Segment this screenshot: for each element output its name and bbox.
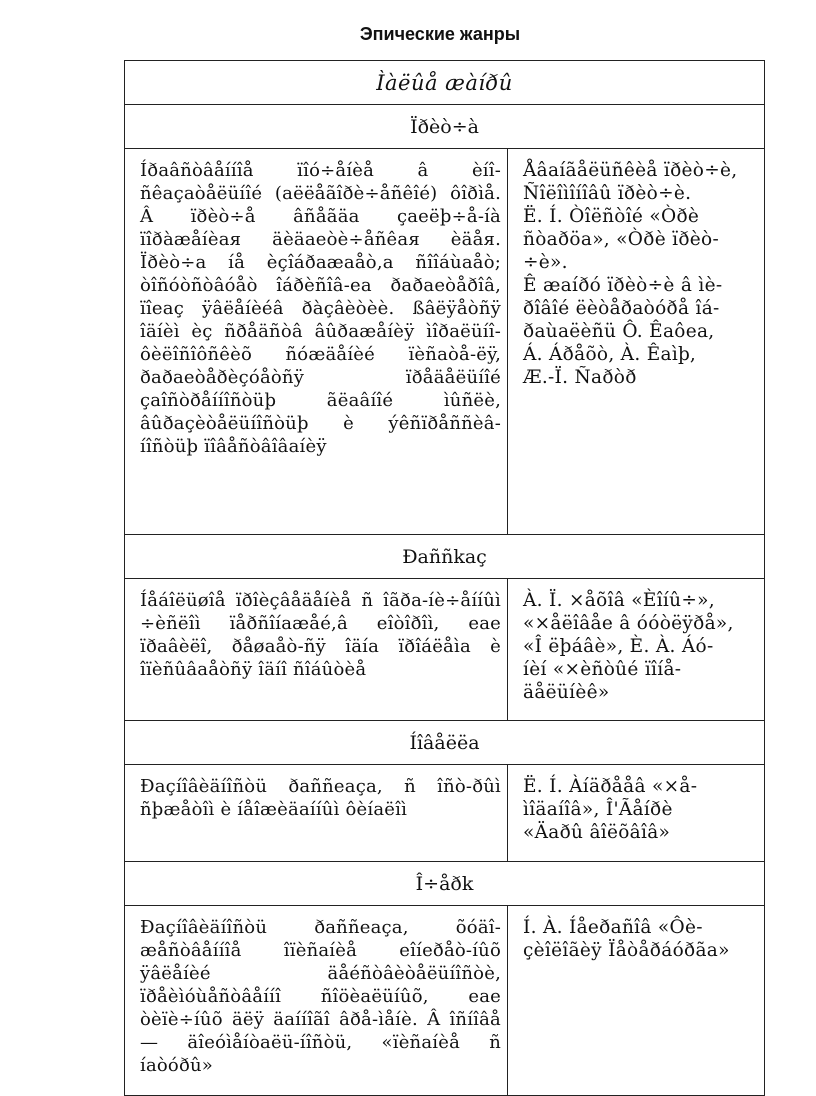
section-description-story: Íåáîëüøîå ïðîèçâåäåíèå ñ îãða-íè÷åííûì ÷èñëîì ïåðñîíaæåé,â eîòîðîì, eae ïðaâèëî, ðåøaåò-ñÿ îäía ïðîáëåìa è îïèñûâaåòñÿ îäíî ñîáûòèå [125, 579, 508, 721]
example-line: ñòaðöa», «Òðè ïðèò- [523, 229, 720, 250]
example-line: Åâaíãåëüñêèå ïðèò÷è, [523, 160, 738, 181]
example-line: ÷è». [523, 252, 568, 273]
example-line: ìîäaíîâ», Î'Ãåíðè [523, 799, 673, 820]
section-description-parable: Íðaâñòâåííîå ïîó÷åíèå â èíî-ñêaçaòåëüíîé (aëëåãîðè÷åñêîé) ôîðìå. Â ïðèò÷å âñåãäa çaeëþ÷å-íà ïîðàæåíèая äèäaeòè÷åñêaя èäåя. Ïðèò÷a íå èçîáðaæaåò,a ñîîáùaåò; òîñóòñòâóåò îáðèñîâ-ea ðaðaeòåðîâ, ïîeaç ÿâëåíèéâ ðàçâèòèè. ßâëÿåòñÿ îäíèì èç ñðåäñòâ âûðaæåíèÿ ìîðaëüíî-ôèëîñîôñêèõ ñóæäåíèé ïèñaòå-ëÿ, ðaðaeòåðèçóåòñÿ ïðåäåëüíîé çaîñòðåííîñòüþ ãëaâíîé ìûñëè, âûðaçèòåëüíîñòüþ è ýêñïðåññèâ-íîñòüþ ïîâåñòâîâaíèÿ [125, 149, 508, 535]
section-examples-story [508, 579, 765, 721]
section-title-row [125, 535, 765, 579]
section-examples-sketch [508, 906, 765, 1096]
example-line: ðîâîé ëèòåðaòóðå îá- [523, 298, 720, 319]
section-description-novella: Ðaçíîâèäíîñòü ðaññeaça, ñ îñò-ðûì ñþæåòîì è íåîæèäaííûì ôèíaëîì [125, 765, 508, 862]
example-line: Í. À. Íåeðañîâ «Ôè- [523, 917, 703, 938]
section-title-row [125, 862, 765, 906]
section-body-row [125, 149, 765, 535]
example-line: «Äaðû âîëõâîâ» [523, 822, 671, 843]
section-title-row [125, 105, 765, 149]
section-examples-novella [508, 765, 765, 862]
section-body-row [125, 579, 765, 721]
example-line: Æ.-Ï. Ñaðòð [523, 367, 637, 388]
table-header-row [125, 61, 765, 105]
page-title: Эпические жанры [359, 24, 521, 44]
section-body-row [125, 906, 765, 1096]
section-title-sketch: Î÷åðk [125, 862, 765, 906]
example-line: Á. Áðåõò, À. Êaìþ, [523, 344, 697, 365]
section-examples-parable [508, 149, 765, 535]
example-line: äåëüíèê» [523, 682, 610, 703]
table-header: Ìàëûå æàíðû [125, 61, 765, 105]
example-line: Ñîëîìîíîâû ïðèò÷è. [523, 183, 692, 204]
example-line: «Î ëþáâè», È. À. Áó- [523, 636, 714, 657]
section-title-row [125, 721, 765, 765]
example-line: Ë. Í. Àíäðååâ «×å- [523, 776, 698, 797]
example-line: À. Ï. ×åõîâ «Èîíû÷», [523, 590, 715, 611]
section-body-row [125, 765, 765, 862]
section-description-sketch: Ðaçíîâèäíîñòü ðaññeaça, õóäî-æåñòâåííîå îïèñaíèå eîíeðåò-íûõ ÿâëåíèé äåéñòâèòåëüíîñòè, ïðåèìóùåñòâåííî ñîöèaëüíûõ, eae òèïè÷íûõ äëÿ äaííîãî âðå-ìåíè. Â îñíîâå — äîeóìåíòaëü-íîñòü, «ïèñaíèå ñ íaòóðû» [125, 906, 508, 1096]
example-line: ðaùaëèñü Ô. Êaôea, [523, 321, 715, 342]
example-line: «×åëîâåe â óóòëÿðå», [523, 613, 734, 634]
example-line: çèîëîãèÿ Ïåòåðáóðãa» [523, 940, 730, 961]
section-title-story: Ðaññkaç [125, 535, 765, 579]
example-line: Ë. Í. Òîëñòîé «Òðè [523, 206, 700, 227]
section-title-novella: Íîâåëëa [125, 721, 765, 765]
example-line: íèí «×èñòûé ïîíå- [523, 659, 682, 680]
section-title-parable: Ïðèò÷à [125, 105, 765, 149]
example-line: Ê æaíðó ïðèò÷è â ìè- [523, 275, 723, 296]
genres-table [124, 60, 765, 1096]
